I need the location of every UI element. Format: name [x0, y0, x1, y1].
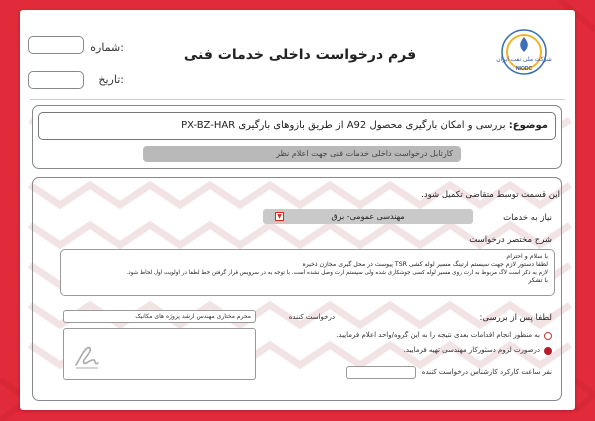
service-selected-value: مهندسی عمومی- برق: [331, 212, 405, 221]
chevron-down-icon[interactable]: ▼: [275, 212, 284, 221]
cartable-button[interactable]: کارتابل درخواست داخلی خدمات فنی جهت اعلام نظر: [143, 146, 461, 162]
description-line: با سلام و احترام: [506, 253, 548, 260]
company-logo: [496, 28, 552, 76]
header-divider: [30, 99, 565, 100]
description-textarea[interactable]: [60, 249, 555, 296]
option-1-label: به منظور انجام اقدامات بعدی نتیجه را به این گروه/واحد اعلام فرمایید.: [336, 331, 540, 339]
description-line: با تشکر: [528, 277, 548, 284]
date-label: تاریخ:: [98, 73, 124, 86]
form-card: [20, 10, 575, 410]
logo-abbr: NIODC: [515, 66, 533, 72]
subject-value: بررسی و امکان بارگیری محصول A92 از طریق بازوهای بارگیری PX-BZ-HAR: [181, 120, 506, 131]
intro-text: این قسمت توسط متقاضی تکمیل شود.: [421, 190, 560, 200]
option-1-radio[interactable]: [544, 332, 552, 340]
service-select[interactable]: [263, 209, 473, 224]
number-label: شماره:: [90, 41, 124, 54]
nioc-logo-icon: [496, 28, 552, 76]
page-title: فرم درخواست داخلی خدمات فنی: [183, 47, 417, 63]
subject-section: [32, 105, 562, 169]
logo-text: شرکت ملی نفت ایران: [496, 57, 552, 63]
time-label: نفر ساعت کارکرد کارشناس درخواست کننده: [421, 368, 552, 376]
description-line: لازم به ذکر است لاگ مربوط به ارت روی مسیر لوله کسی جوشکاری شده ولی سیستم ارت وصل نشده است. با توجه به در سرویس قرار گرفتن خط لطفا در اولویت اول لحاظ شود.: [126, 270, 548, 276]
requester-field[interactable]: محرم مختاری مهندس ارشد پروژه های مکانیک: [63, 310, 256, 323]
description-label: شرح مختصر درخواست: [469, 235, 552, 245]
subject-label: موضوع:: [508, 120, 548, 131]
date-field[interactable]: [28, 71, 84, 89]
review-label: لطفا پس از بررسی:: [479, 313, 552, 323]
requester-label: درخواست کننده: [288, 313, 335, 321]
signature-box[interactable]: [63, 328, 256, 380]
option-2-label: درصورت لزوم دستورکار مهندسی تهیه فرمایید.: [403, 346, 540, 354]
service-label: نیاز به خدمات: [503, 213, 552, 223]
number-field[interactable]: [28, 36, 84, 54]
description-line: لطفا دستور لازم جهت سیستم ارتینگ مسیر لوله کشی TSR پیوست در محل گیری مخازن ذخیره: [302, 261, 548, 268]
time-field[interactable]: [346, 366, 416, 379]
signature-icon: [72, 341, 102, 371]
option-2-radio[interactable]: [544, 347, 552, 355]
subject-text: [43, 120, 548, 131]
